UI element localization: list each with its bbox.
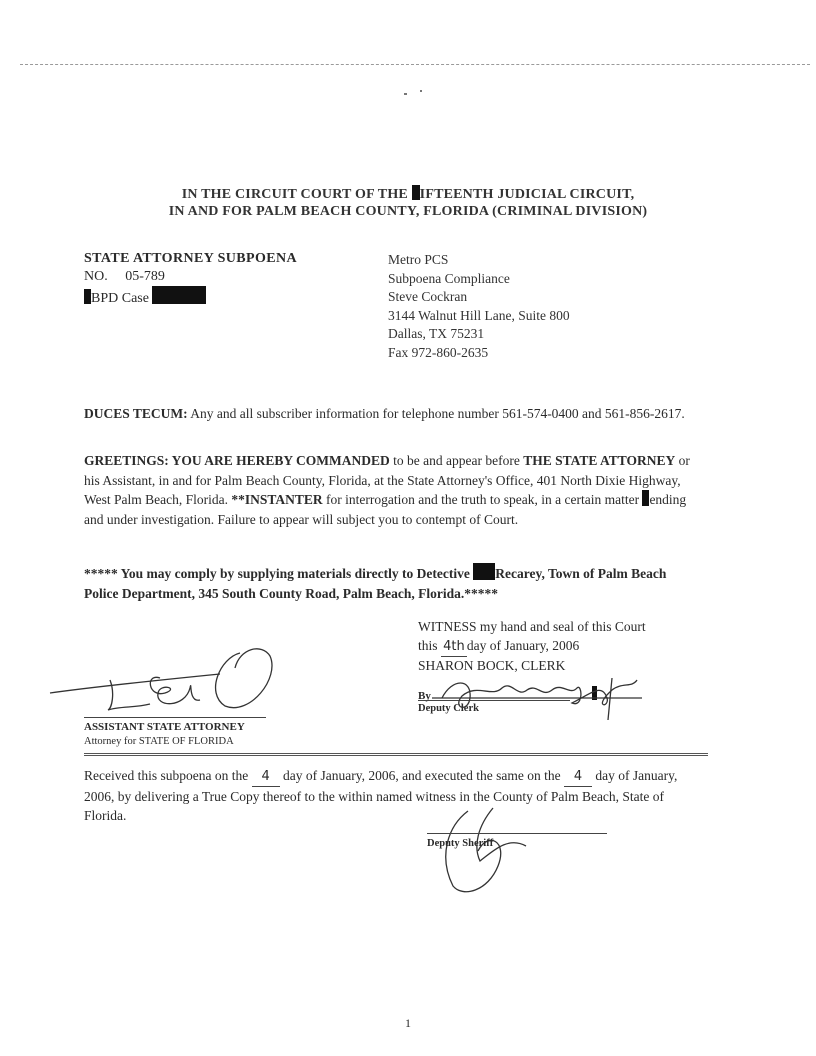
redaction-bar <box>152 286 206 304</box>
case-number: BPD Case <box>84 286 297 308</box>
deputy-clerk-label: Deputy Clerk <box>418 703 479 714</box>
scan-speck <box>404 93 407 95</box>
court-caption-line2: IN AND FOR PALM BEACH COUNTY, FLORIDA (CRIMINAL DIVISION) <box>168 204 648 219</box>
attorney-signature <box>40 638 290 723</box>
subpoena-number: NO. 05-789 <box>84 269 165 284</box>
deputy-sheriff-line <box>427 833 607 834</box>
subpoena-title: STATE ATTORNEY SUBPOENA <box>84 251 298 266</box>
section-divider <box>84 753 708 756</box>
attorney-signature-line <box>84 717 266 718</box>
witness-day: 4th <box>441 638 467 658</box>
redaction-bar <box>412 185 420 200</box>
witness-block <box>418 618 698 676</box>
scan-speck <box>420 90 422 92</box>
address-line: Dallas, TX 75231 <box>388 326 485 341</box>
return-of-service-paragraph: Received this subpoena on the 4 day of January, 2006, and executed the same on the 4 day of January, 2006, by delivering a True Copy thereof to the within named witness in the County of Palm Beach, State of Florida. <box>84 768 678 823</box>
page-number: 1 <box>405 1016 411 1030</box>
clerk-signature <box>432 668 662 733</box>
scan-top-line <box>20 64 810 65</box>
deputy-sheriff-signature <box>408 806 538 903</box>
address-line: 3144 Walnut Hill Lane, Suite 800 <box>388 307 570 323</box>
attorney-title: ASSISTANT STATE ATTORNEY <box>84 721 245 733</box>
address-line: Fax 972-860-2635 <box>388 344 489 360</box>
witness-date-line: this 4th day of January, 2006 <box>418 637 698 658</box>
redaction-bar <box>84 289 91 304</box>
clerk-name: SHARON BOCK, CLERK <box>418 658 566 673</box>
court-caption-line1: IN THE CIRCUIT COURT OF THE IFTEENTH JUDICIAL CIRCUIT, <box>181 187 635 202</box>
by-label: By <box>418 690 431 702</box>
recipient-address <box>388 251 570 362</box>
address-line: Subpoena Compliance <box>388 270 510 286</box>
comply-paragraph: ***** You may comply by supplying materials directly to Detective Recarey, Town of Palm Beach Police Department, 345 South County Road, Palm Beach, Florida.***** <box>84 563 704 603</box>
attorney-subtitle: Attorney for STATE OF FLORIDA <box>84 736 234 747</box>
deputy-sheriff-label: Deputy Sheriff <box>427 838 494 849</box>
redaction-bar <box>473 563 495 580</box>
witness-line: WITNESS my hand and seal of this Court <box>418 619 646 634</box>
received-day: 4 <box>252 767 280 787</box>
address-line: Metro PCS <box>388 252 449 267</box>
address-line: Steve Cockran <box>388 289 468 304</box>
duces-tecum-paragraph: DUCES TECUM: Any and all subscriber information for telephone number 561-574-0400 and 561-856-2617. <box>84 406 685 421</box>
executed-day: 4 <box>564 767 592 787</box>
greetings-paragraph: GREETINGS: YOU ARE HEREBY COMMANDED to be and appear before THE STATE ATTORNEY or his Assistant, in and for Palm Beach County, Florida, at the State Attorney's Office, 401 North Dixie Highway, West Palm Beach, Florida. **INSTANTER for interrogation and the truth to speak, in a certain matter ending and under investigation. Failure to appear will subject you to contempt of Court. <box>84 453 690 527</box>
subpoena-header <box>84 250 297 308</box>
